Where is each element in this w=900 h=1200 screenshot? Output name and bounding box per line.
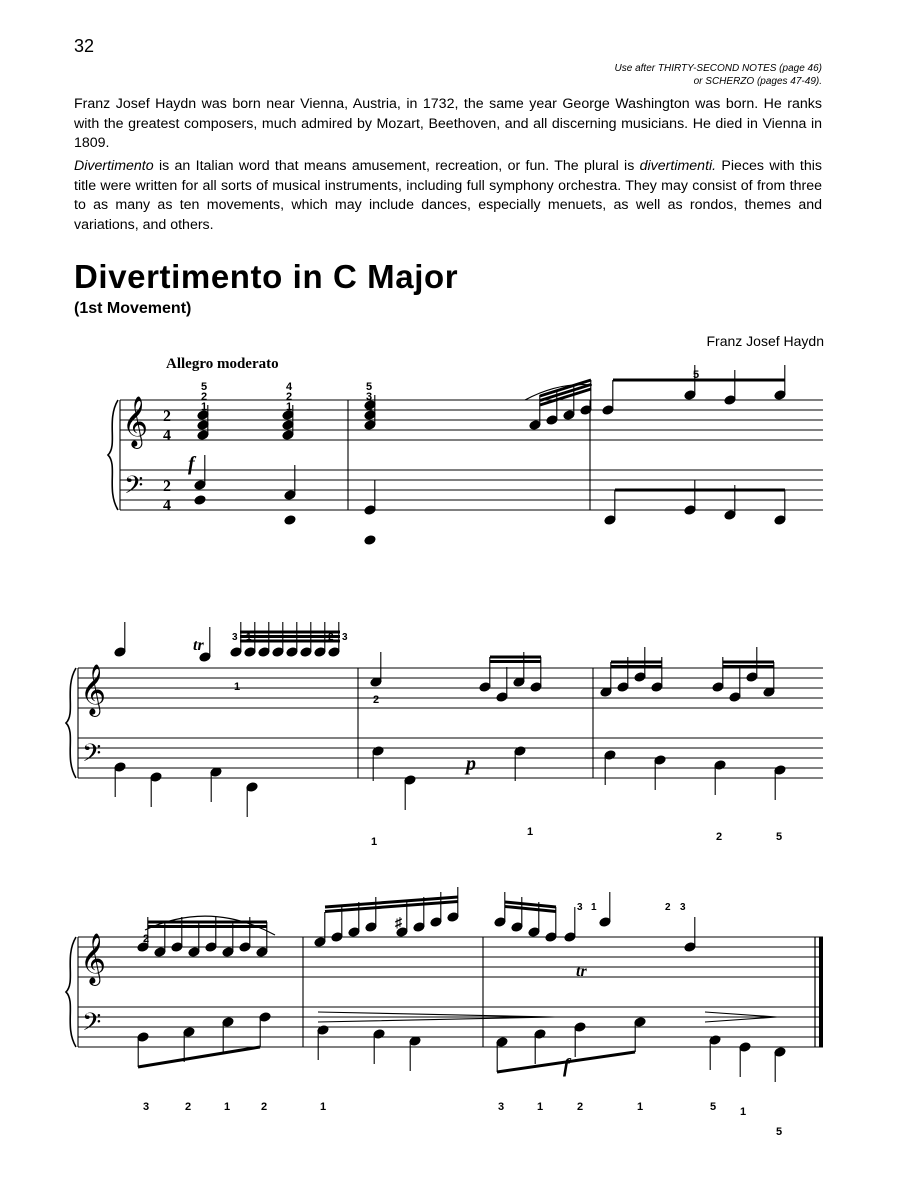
fingering: 2 xyxy=(373,694,380,706)
fingering: 1 xyxy=(234,681,241,693)
fingering: 1 xyxy=(286,401,293,413)
beam xyxy=(138,1047,260,1067)
ornament-fingering: 3 xyxy=(577,902,583,913)
time-signature-numerator: 2 xyxy=(163,408,171,425)
usage-note-line-2: or SCHERZO (pages 47-49). xyxy=(693,76,822,87)
intro-paragraph-2: Divertimento is an Italian word that means amusement, recreation, or fun. The plural is divertimenti. Pieces with this title were written for all sorts of musical instruments, including full symphony orchestra. They may consist of from three to as many as ten movements, which may include dances, especially menuets, as well as rondos, themes and variations, and others. xyxy=(74,158,822,233)
treble-clef: 𝄞 xyxy=(122,396,149,447)
treble-clef: 𝄞 xyxy=(80,664,107,715)
sharp-sign: ♯ xyxy=(395,916,402,931)
fingering: 5 xyxy=(693,369,700,381)
fingering: 2 xyxy=(143,933,150,945)
time-signature-denominator: 4 xyxy=(163,497,171,514)
fingering: 5 xyxy=(776,831,783,843)
fingering: 2 xyxy=(261,1101,268,1113)
bass-clef: 𝄢 xyxy=(124,471,144,506)
fingering: 3 xyxy=(143,1101,150,1113)
fingering: 1 xyxy=(740,1106,747,1118)
trill-mark: tr xyxy=(576,963,587,980)
ornament-fingering: 3 xyxy=(680,902,686,913)
dynamic-forte: f xyxy=(188,453,195,475)
treble-clef: 𝄞 xyxy=(80,933,107,984)
time-signature-denominator: 4 xyxy=(163,427,171,444)
divertimento-term: Divertimento xyxy=(74,158,154,174)
composer-name: Franz Josef Haydn xyxy=(706,333,824,349)
time-signature-numerator: 2 xyxy=(163,478,171,495)
fingering: 1 xyxy=(366,401,373,413)
ornament-fingering: 3 xyxy=(232,632,238,643)
fingering: 1 xyxy=(224,1101,231,1113)
piece-title: Divertimento in C Major xyxy=(74,258,459,295)
fingering: 2 xyxy=(201,391,208,403)
note-head xyxy=(194,495,206,506)
ornament-fingering: 2 xyxy=(328,632,334,643)
fingering: 1 xyxy=(320,1101,327,1113)
intro-paragraph-1: Franz Josef Haydn was born near Vienna, Austria, in 1732, the same year George Washington was born. He ranks with the greatest composers, much admired by Mozart, Beethoven, and all discerning musicians. He died in Vienna in 1809. xyxy=(74,96,822,151)
ornament-fingering: 1 xyxy=(591,902,597,913)
usage-note-line-1: Use after THIRTY-SECOND NOTES (page 46) xyxy=(614,63,822,74)
fingering: 2 xyxy=(716,831,723,843)
bass-clef: 𝄢 xyxy=(82,1008,102,1043)
fingering: 1 xyxy=(537,1101,544,1113)
fingering: 3 xyxy=(498,1101,505,1113)
system-brace xyxy=(66,668,76,778)
fingering: 1 xyxy=(527,826,534,838)
trill-mark: tr xyxy=(193,637,204,654)
tempo-marking: Allegro moderato xyxy=(166,356,279,372)
ornament-fingering: 1 xyxy=(246,632,252,643)
ornament-fingering: 2 xyxy=(665,902,671,913)
bass-clef: 𝄢 xyxy=(82,739,102,774)
dynamic-forte: f xyxy=(563,1055,570,1077)
fingering: 2 xyxy=(185,1101,192,1113)
fingering: 4 xyxy=(286,381,293,393)
dynamic-piano: p xyxy=(466,753,476,775)
system-brace xyxy=(108,400,118,510)
fingering: 2 xyxy=(286,391,293,403)
page-number: 32 xyxy=(74,36,95,56)
fingering: 1 xyxy=(201,401,208,413)
fingering: 5 xyxy=(366,381,373,393)
fingering: 5 xyxy=(776,1126,783,1138)
fingering: 5 xyxy=(201,381,208,393)
system-brace xyxy=(66,937,76,1047)
fingering: 1 xyxy=(371,836,378,848)
fingering: 3 xyxy=(366,391,373,403)
ornament-fingering: 3 xyxy=(342,632,348,643)
divertimenti-term: divertimenti. xyxy=(639,158,717,174)
fingering: 5 xyxy=(710,1101,717,1113)
fingering: 1 xyxy=(637,1101,644,1113)
fingering: 2 xyxy=(577,1101,584,1113)
note-head xyxy=(284,515,296,526)
piece-subtitle: (1st Movement) xyxy=(74,300,192,317)
note-head xyxy=(364,535,376,546)
